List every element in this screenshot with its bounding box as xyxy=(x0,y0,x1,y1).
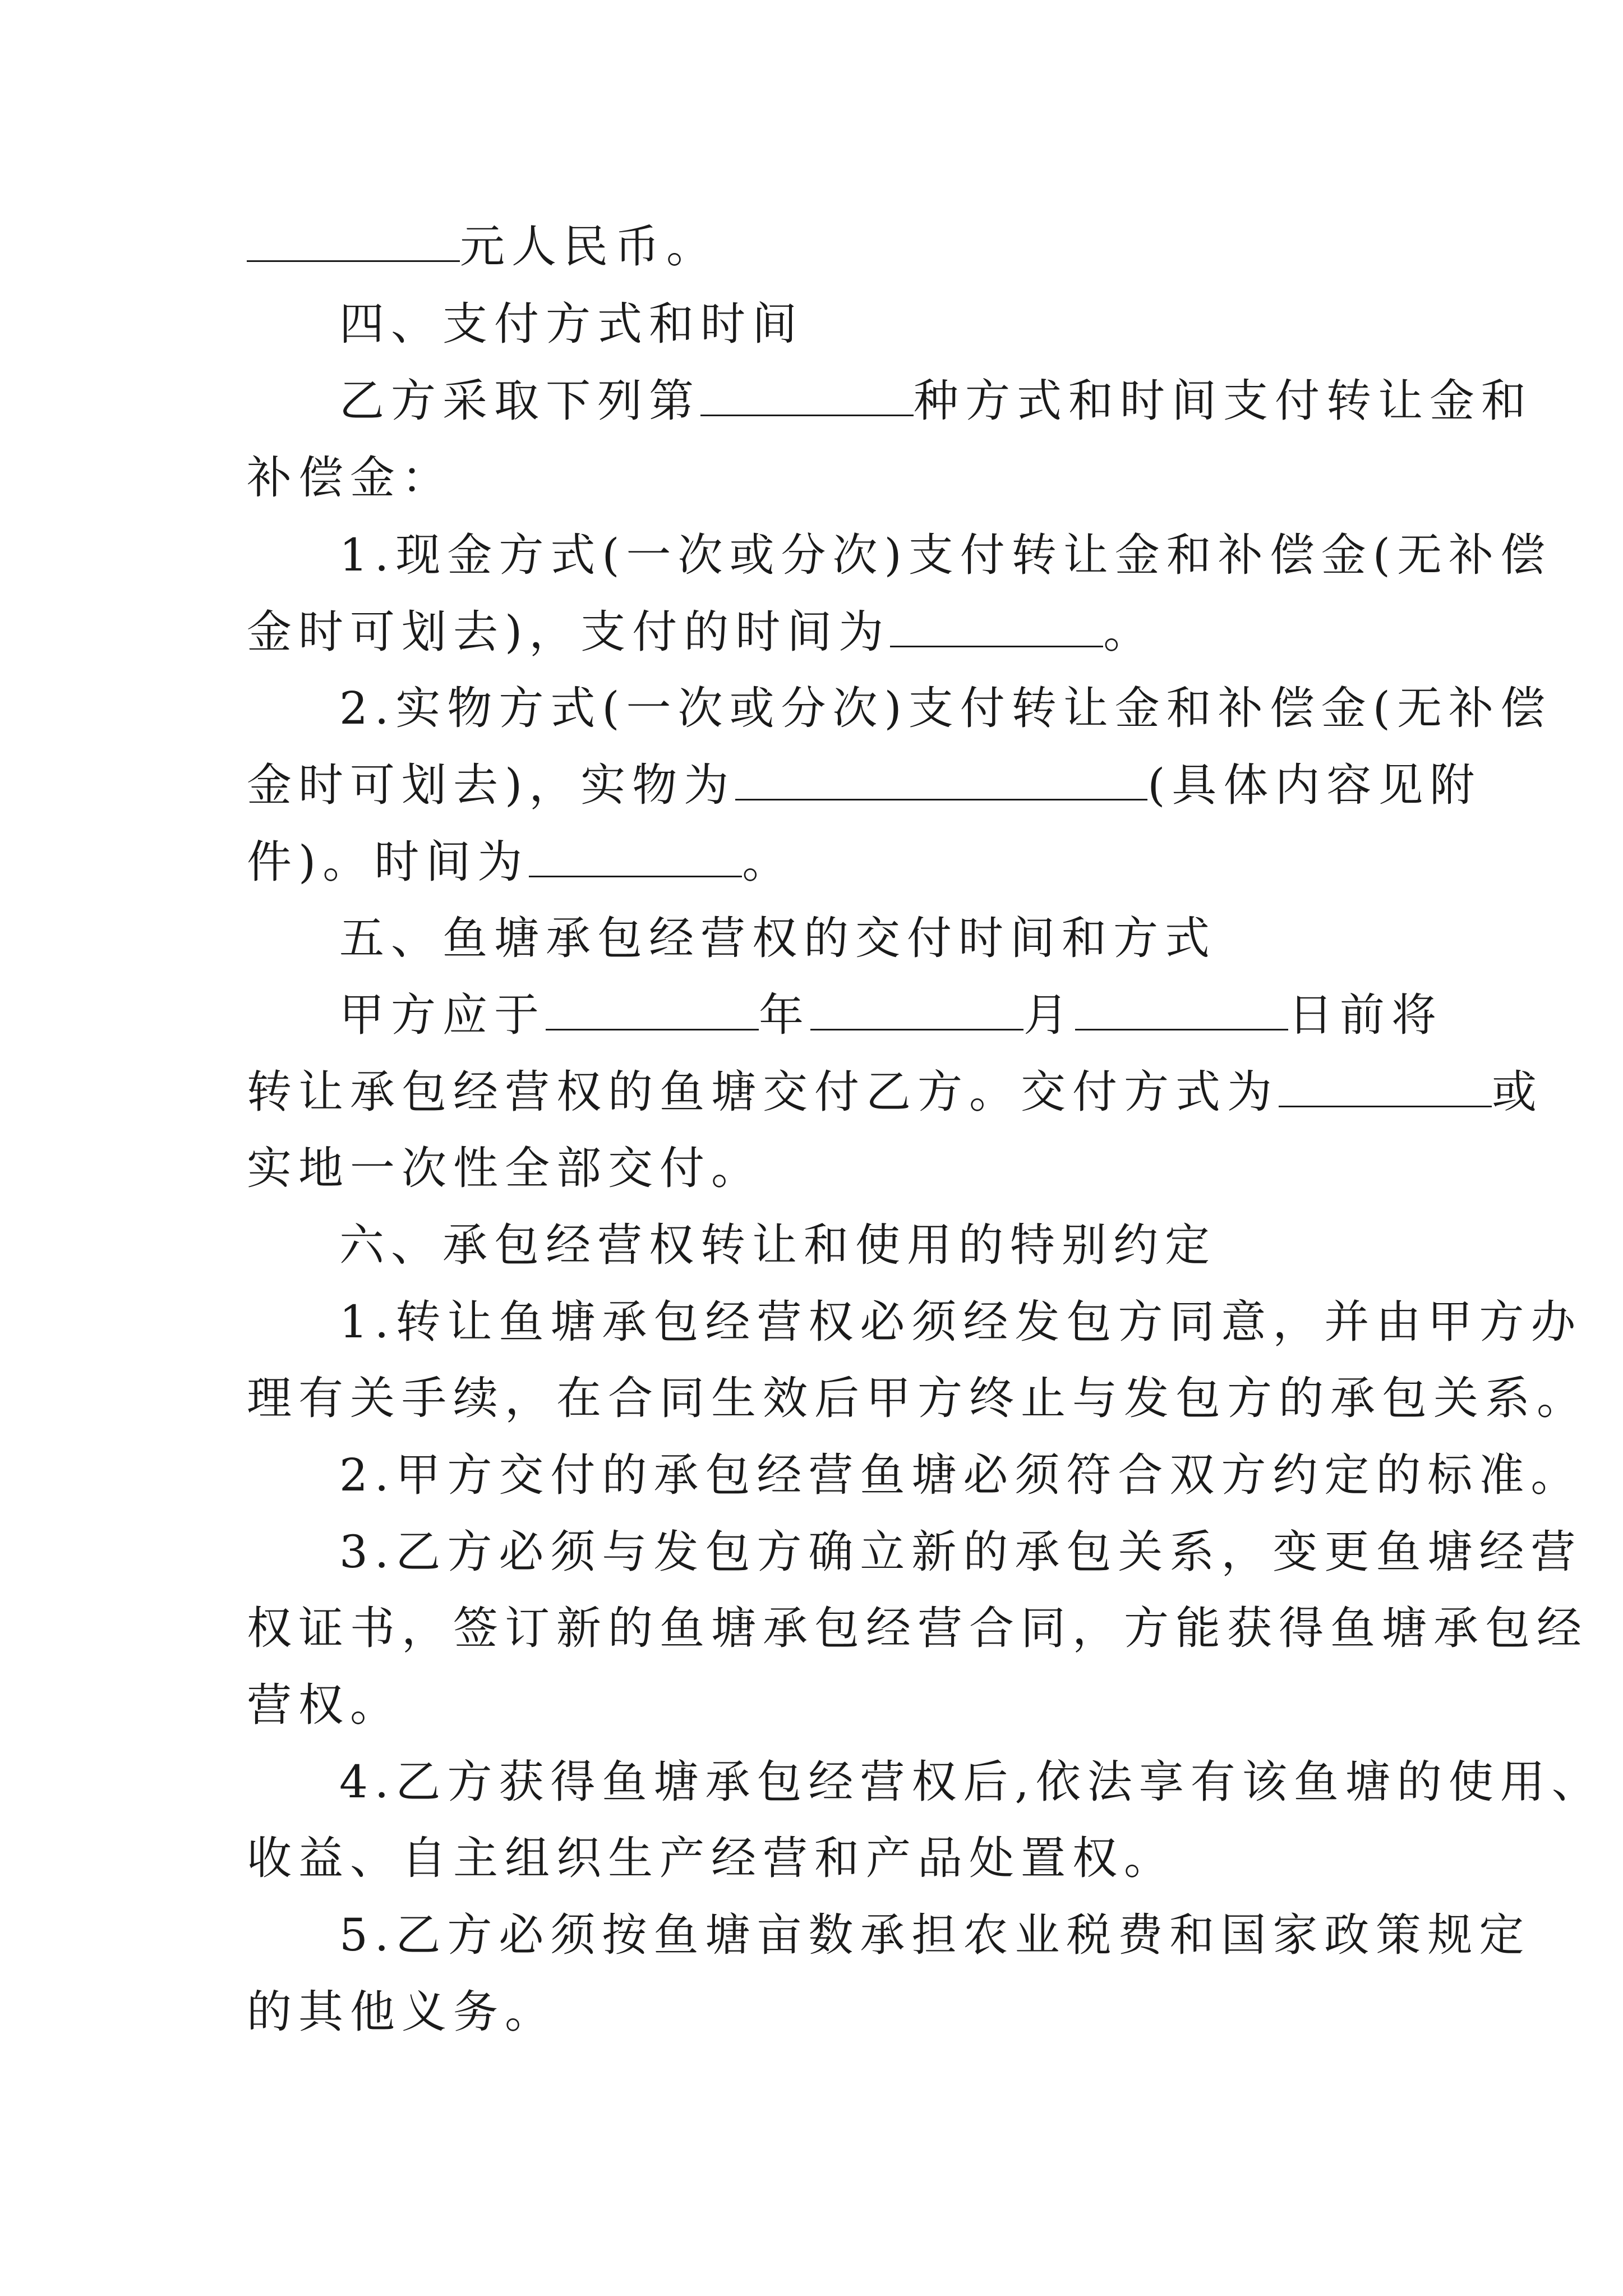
fill-blank-cash-time xyxy=(890,606,1103,647)
fill-blank-goods-time xyxy=(529,836,742,877)
section-heading-5: 五、鱼塘承包经营权的交付时间和方式 xyxy=(339,912,1216,964)
text-line-8: 金时可划去)，实物为 (具体内容见附 xyxy=(247,759,1482,811)
text-line-15: 1.转让鱼塘承包经营权必须经发包方同意，并由甲方办 xyxy=(339,1296,1583,1348)
text-line-16: 理有关手续，在合同生效后甲方终止与发包方的承包关系。 xyxy=(247,1372,1588,1424)
text-line-1: 元人民币。 xyxy=(247,219,718,275)
text-line-23: 5.乙方必须按鱼塘亩数承担农业税费和国家政策规定 xyxy=(339,1909,1531,1961)
fill-blank-goods xyxy=(735,760,1147,800)
text-line-6: 金时可划去)，支付的时间为 。 xyxy=(247,606,1155,658)
text-line-12: 转让承包经营权的鱼塘交付乙方。交付方式为 或 xyxy=(247,1066,1543,1118)
text-line-20: 营权。 xyxy=(247,1679,402,1731)
text-line-13: 实地一次性全部交付。 xyxy=(247,1142,763,1194)
fill-blank-day xyxy=(1075,990,1288,1030)
text-line-24: 的其他义务。 xyxy=(247,1986,556,2038)
text-line-18: 3.乙方必须与发包方确立新的承包关系，变更鱼塘经营 xyxy=(339,1526,1583,1578)
text-line-7: 2.实物方式(一次或分次)支付转让金和补偿金(无补偿 xyxy=(339,682,1552,734)
text-line-22: 收益、自主组织生产经营和产品处置权。 xyxy=(247,1832,1175,1884)
text-line-9: 件)。时间为 。 xyxy=(247,836,794,888)
text-line-19: 权证书，签订新的鱼塘承包经营合同，方能获得鱼塘承包经 xyxy=(247,1602,1588,1654)
text-line-3: 乙方采取下列第 种方式和时间支付转让金和 xyxy=(339,375,1533,427)
text-line-17: 2.甲方交付的承包经营鱼塘必须符合双方约定的标准。 xyxy=(339,1449,1583,1501)
fill-blank-delivery-method xyxy=(1279,1066,1492,1107)
fill-blank-year xyxy=(546,990,759,1030)
text-line-5: 1.现金方式(一次或分次)支付转让金和补偿金(无补偿 xyxy=(339,529,1552,581)
fill-blank-month xyxy=(810,990,1023,1030)
section-heading-4: 四、支付方式和时间 xyxy=(339,298,804,350)
fill-blank-method-number xyxy=(700,375,914,416)
text-line-11: 甲方应于 年 月 日前将 xyxy=(339,989,1443,1041)
text-line-21: 4.乙方获得鱼塘承包经营权后,依法享有该鱼塘的使用、 xyxy=(339,1756,1603,1808)
fill-blank-amount xyxy=(247,221,460,262)
text-line-4: 补偿金： xyxy=(247,452,453,504)
section-heading-6: 六、承包经营权转让和使用的特别约定 xyxy=(339,1219,1216,1271)
